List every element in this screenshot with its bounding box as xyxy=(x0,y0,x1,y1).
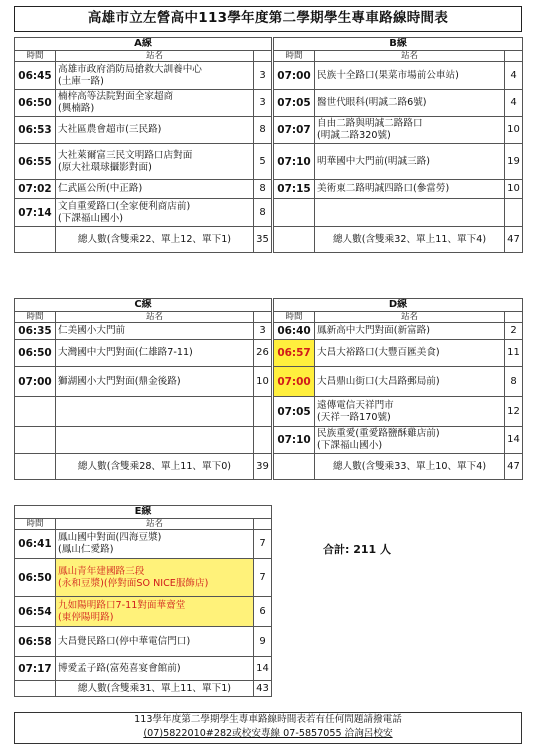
route-d-stop: 遠傳電信天祥門市 (天祥一路170號) xyxy=(315,397,505,427)
route-c-time: 06:35 xyxy=(15,323,56,340)
stop-column-header: 站名 xyxy=(315,51,505,62)
route-c-stop: 大灣國中大門對面(仁雄路7-11) xyxy=(56,340,254,367)
schedule-table-cd xyxy=(14,298,523,480)
route-a-time: 06:55 xyxy=(15,144,56,180)
total-row xyxy=(15,454,523,480)
route-a-stop: 大社區農會超市(三民路) xyxy=(56,117,254,144)
route-d-time: 06:40 xyxy=(274,323,315,340)
route-b-stop: 醫世代眼科(明誠二路6號) xyxy=(315,90,505,117)
route-b-total-count: 47 xyxy=(505,227,523,253)
route-b-count: 19 xyxy=(505,144,523,180)
time-column-header: 時間 xyxy=(15,312,56,323)
route-c-count: 3 xyxy=(254,323,272,340)
table-row xyxy=(15,427,523,454)
route-e-stop: 博愛孟子路(富苑喜宴會館前) xyxy=(56,657,254,681)
schedule-table-ab xyxy=(14,37,523,253)
route-d-count: 12 xyxy=(505,397,523,427)
route-d-time: 07:00 xyxy=(274,367,315,397)
footer-line-1: 113學年度第二學期學生專車路線時間表若有任何問題請撥電話 xyxy=(134,714,402,725)
route-a-count: 8 xyxy=(254,117,272,144)
route-c-time: 06:50 xyxy=(15,340,56,367)
table-row xyxy=(15,559,272,597)
route-a-time: 06:45 xyxy=(15,62,56,90)
route-c-stop: 仁美國小大門前 xyxy=(56,323,254,340)
route-e-stop: 九如陽明路口7-11對面華齋堂 (東停陽明路) xyxy=(56,597,254,627)
route-b-count: 10 xyxy=(505,117,523,144)
table-row xyxy=(15,117,523,144)
route-d-total-count: 47 xyxy=(505,454,523,480)
route-c-count: 26 xyxy=(254,340,272,367)
table-row xyxy=(15,530,272,559)
route-e-total-count: 43 xyxy=(254,681,272,697)
route-b-stop: 民族十全路口(果菜市場前公車站) xyxy=(315,62,505,90)
time-column-header: 時間 xyxy=(15,519,56,530)
table-row xyxy=(15,597,272,627)
route-e-count: 14 xyxy=(254,657,272,681)
route-e-count: 6 xyxy=(254,597,272,627)
route-b-time: 07:00 xyxy=(274,62,315,90)
table-row xyxy=(15,180,523,199)
route-c-total: 總人數(含雙乘28、單上11、單下0) xyxy=(56,454,254,480)
table-row xyxy=(15,323,523,340)
route-e-count: 9 xyxy=(254,627,272,657)
route-d-time: 07:10 xyxy=(274,427,315,454)
route-b-count: 4 xyxy=(505,90,523,117)
route-a-time: 06:53 xyxy=(15,117,56,144)
route-e-time: 06:54 xyxy=(15,597,56,627)
table-row xyxy=(15,90,523,117)
route-a-stop: 文自重愛路口(全家便利商店前) (下課福山國小) xyxy=(56,199,254,227)
route-d-count: 2 xyxy=(505,323,523,340)
schedule-table-e xyxy=(14,505,272,697)
route-a-time: 06:50 xyxy=(15,90,56,117)
route-d-stop: 大昌大裕路口(大豐百匯美食) xyxy=(315,340,505,367)
route-b-time: 07:15 xyxy=(274,180,315,199)
table-row xyxy=(15,144,523,180)
footer-line-2: (07)5822010#282或校安專線 07-5857055 洽詢呂校安 xyxy=(143,728,393,739)
route-d-header: D線 xyxy=(274,299,523,312)
route-d-stop: 民族重愛(重愛路鹽酥雞店前) (下課福山國小) xyxy=(315,427,505,454)
stop-column-header: 站名 xyxy=(56,519,254,530)
route-a-total-count: 35 xyxy=(254,227,272,253)
route-a-count: 5 xyxy=(254,144,272,180)
route-c-stop: 獅湖國小大門對面(鼎金後路) xyxy=(56,367,254,397)
time-column-header: 時間 xyxy=(15,51,56,62)
route-e-count: 7 xyxy=(254,530,272,559)
stop-column-header: 站名 xyxy=(56,312,254,323)
route-b-time: 07:10 xyxy=(274,144,315,180)
route-c-total-count: 39 xyxy=(254,454,272,480)
route-a-count: 3 xyxy=(254,62,272,90)
table-row xyxy=(15,62,523,90)
grand-total: 合計: 211 人 xyxy=(323,543,392,556)
route-e-total: 總人數(含雙乘31、單上11、單下1) xyxy=(56,681,254,697)
route-a-time: 07:02 xyxy=(15,180,56,199)
stop-column-header: 站名 xyxy=(315,312,505,323)
footer-note xyxy=(14,712,522,744)
route-a-stop: 楠梓高等法院對面全家超商 (興楠路) xyxy=(56,90,254,117)
route-e-stop: 鳳山國中對面(四海豆漿) (鳳山仁愛路) xyxy=(56,530,254,559)
route-d-stop: 大昌鼎山街口(大昌路郵局前) xyxy=(315,367,505,397)
route-a-stop: 仁武區公所(中正路) xyxy=(56,180,254,199)
route-e-stop: 鳳山青年建國路三段 (永和豆漿)(停對面SO NICE服飾店) xyxy=(56,559,254,597)
route-e-header: E線 xyxy=(15,506,272,519)
route-a-time: 07:14 xyxy=(15,199,56,227)
route-b-time: 07:05 xyxy=(274,90,315,117)
route-b-stop: 明華國中大門前(明誠三路) xyxy=(315,144,505,180)
table-row xyxy=(15,340,523,367)
route-e-count: 7 xyxy=(254,559,272,597)
route-a-count: 8 xyxy=(254,199,272,227)
route-c-header: C線 xyxy=(15,299,272,312)
route-a-count: 3 xyxy=(254,90,272,117)
route-b-stop: 美術東二路明誠四路口(參當勞) xyxy=(315,180,505,199)
route-b-total: 總人數(含雙乘32、單上11、單下4) xyxy=(315,227,505,253)
time-column-header: 時間 xyxy=(274,51,315,62)
table-row xyxy=(15,397,523,427)
table-row xyxy=(15,367,523,397)
route-b-count: 10 xyxy=(505,180,523,199)
route-d-total: 總人數(含雙乘33、單上10、單下4) xyxy=(315,454,505,480)
route-c-time: 07:00 xyxy=(15,367,56,397)
total-row xyxy=(15,227,523,253)
route-d-time: 06:57 xyxy=(274,340,315,367)
stop-column-header: 站名 xyxy=(56,51,254,62)
route-a-stop: 高雄市政府消防局搶救大訓養中心 (土庫一路) xyxy=(56,62,254,90)
route-d-count: 14 xyxy=(505,427,523,454)
route-e-time: 06:58 xyxy=(15,627,56,657)
page-title: 高雄市立左營高中113學年度第二學期學生專車路線時間表 xyxy=(14,6,522,32)
route-a-total: 總人數(含雙乘22、單上12、單下1) xyxy=(56,227,254,253)
route-e-time: 06:50 xyxy=(15,559,56,597)
route-c-count: 10 xyxy=(254,367,272,397)
route-e-time: 06:41 xyxy=(15,530,56,559)
route-d-count: 8 xyxy=(505,367,523,397)
table-row xyxy=(15,199,523,227)
table-row xyxy=(15,657,272,681)
route-e-time: 07:17 xyxy=(15,657,56,681)
route-e-stop: 大昌覺民路口(停中華電信門口) xyxy=(56,627,254,657)
route-a-count: 8 xyxy=(254,180,272,199)
table-row xyxy=(15,627,272,657)
route-d-count: 11 xyxy=(505,340,523,367)
route-a-stop: 大社萊爾富三民文明路口店對面 (原大社環球攝影對面) xyxy=(56,144,254,180)
total-row xyxy=(15,681,272,697)
route-b-header: B線 xyxy=(274,38,523,51)
route-b-stop: 自由二路與明誠二路路口 (明誠二路320號) xyxy=(315,117,505,144)
route-b-time: 07:07 xyxy=(274,117,315,144)
route-b-count: 4 xyxy=(505,62,523,90)
time-column-header: 時間 xyxy=(274,312,315,323)
route-d-stop: 鳳新高中大門對面(新富路) xyxy=(315,323,505,340)
route-d-time: 07:05 xyxy=(274,397,315,427)
route-a-header: A線 xyxy=(15,38,272,51)
